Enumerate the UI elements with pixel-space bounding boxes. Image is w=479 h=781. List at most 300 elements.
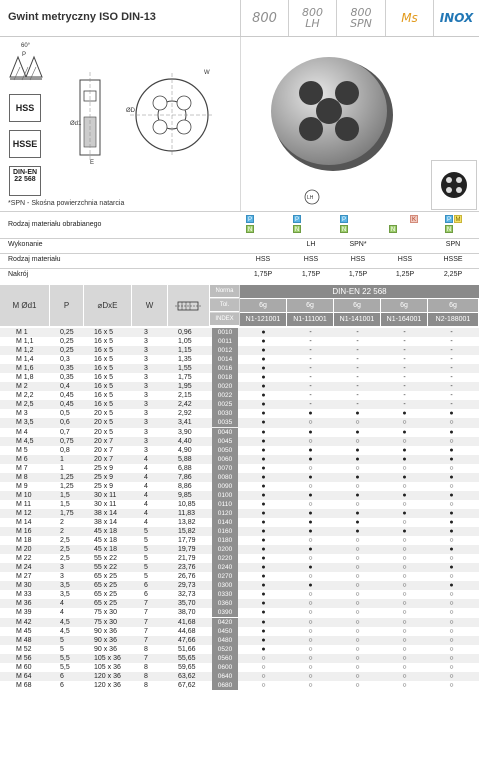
dimensions-cell: 30 x 11 [94, 491, 117, 499]
table-row [0, 446, 479, 455]
availability-cell: ● [449, 455, 454, 463]
availability-cell: ● [449, 518, 454, 526]
nakroj-value: 2,25P [443, 271, 463, 278]
drill-size-cell: 2,15 [178, 392, 192, 400]
availability-cell: ○ [402, 681, 407, 689]
badge-hss: HSS [9, 94, 41, 122]
index-suffix-cell: 0030 [212, 409, 238, 418]
pitch-cell: 3 [60, 564, 64, 572]
availability-cell: - [450, 401, 453, 409]
col-header-ms: Ms [386, 0, 434, 36]
table-row [0, 346, 479, 355]
table-row [0, 328, 479, 337]
thread-size-cell: M 1,1 [16, 338, 34, 346]
availability-cell: ○ [308, 500, 313, 508]
pitch-cell: 0,8 [60, 446, 70, 454]
availability-cell: ○ [308, 419, 313, 427]
availability-cell: ○ [261, 654, 266, 662]
availability-cell: ● [261, 555, 266, 563]
table-row [0, 355, 479, 364]
width-cell: 3 [144, 329, 148, 336]
availability-cell: ● [261, 491, 266, 499]
thread-size-cell: M 60 [16, 663, 32, 671]
wykonanie-row [0, 238, 479, 250]
availability-cell: ○ [402, 500, 407, 508]
pitch-cell: 1 [60, 455, 64, 463]
drill-size-cell: 19,79 [178, 546, 196, 554]
availability-cell: ● [308, 528, 313, 536]
availability-cell: - [403, 383, 406, 391]
thread-size-cell: M 42 [16, 618, 32, 626]
availability-cell: ○ [449, 672, 454, 680]
dimensions-cell: 90 x 36 [94, 627, 117, 635]
pitch-cell: 1,5 [60, 491, 70, 499]
availability-cell: ○ [449, 573, 454, 581]
availability-cell: ● [261, 374, 266, 382]
availability-cell: ○ [402, 627, 407, 635]
pitch-cell: 0,6 [60, 419, 70, 427]
availability-cell: ○ [355, 645, 360, 653]
availability-cell: ● [355, 428, 360, 436]
availability-cell: ● [308, 518, 313, 526]
drill-size-cell: 13,82 [178, 518, 196, 526]
nakroj-label: Nakrój [8, 271, 29, 278]
thread-size-cell: M 3,5 [16, 419, 34, 427]
pitch-cell: 5 [60, 636, 64, 644]
width-cell: 5 [144, 564, 148, 572]
availability-cell: ○ [261, 663, 266, 671]
width-cell: 3 [144, 419, 148, 427]
index-value: N1-164001 [381, 312, 428, 326]
thread-size-cell: M 68 [16, 681, 32, 689]
table-row [0, 608, 479, 617]
thread-size-cell: M 56 [16, 654, 32, 662]
rodzaj-value: HSS [397, 256, 413, 263]
drill-size-cell: 51,66 [178, 645, 196, 653]
material-label: Rodzaj materiału obrabianego [8, 221, 102, 228]
availability-cell: ○ [402, 636, 407, 644]
index-value: N1-111001 [287, 312, 334, 326]
pitch-cell: 5,5 [60, 654, 70, 662]
pitch-cell: 0,45 [60, 401, 74, 409]
availability-cell: ○ [355, 627, 360, 635]
availability-cell: ○ [355, 419, 360, 427]
index-suffix-cell: 0120 [212, 509, 238, 518]
dimensions-cell: 20 x 7 [94, 446, 114, 454]
material-n-icon: N [390, 227, 396, 233]
thread-size-cell: M 16 [16, 528, 32, 536]
availability-cell: ● [261, 482, 266, 490]
availability-cell: ○ [449, 437, 454, 445]
material-p-icon: P [341, 217, 346, 223]
width-cell: 3 [144, 437, 148, 445]
availability-cell: - [309, 347, 312, 355]
thread-size-cell: M 2,2 [16, 392, 34, 400]
availability-cell: ○ [355, 609, 360, 617]
index-suffix-cell: 0090 [212, 482, 238, 491]
badge-din-en: DIN-EN 22 568 [9, 166, 41, 196]
width-cell: 5 [144, 537, 148, 545]
drill-size-cell: 0,96 [178, 329, 192, 336]
width-cell: 4 [144, 455, 148, 463]
availability-cell: ● [449, 410, 454, 418]
thread-size-cell: M 11 [16, 500, 32, 508]
availability-cell: ● [308, 446, 313, 454]
thread-size-cell: M 5 [16, 446, 28, 454]
thread-size-cell: M 36 [16, 600, 32, 608]
tol-value: 6g [240, 298, 287, 312]
pitch-cell: 4 [60, 600, 64, 608]
availability-cell: ○ [402, 672, 407, 680]
availability-cell: ● [355, 528, 360, 536]
pitch-cell: 4,5 [60, 627, 70, 635]
availability-cell: ● [261, 618, 266, 626]
dim-d1-label: Ød1 [70, 121, 82, 127]
index-suffix-cell: 0080 [212, 473, 238, 482]
dimensions-cell: 75 x 30 [94, 618, 117, 626]
thread-size-cell: M 14 [16, 518, 32, 526]
rodzaj-row [0, 253, 479, 265]
pitch-cell: 2,5 [60, 555, 70, 563]
pitch-cell: 2 [60, 518, 64, 526]
availability-cell: ● [261, 365, 266, 373]
table-row [0, 400, 479, 409]
availability-cell: ○ [308, 654, 313, 662]
material-n-icon: N [341, 227, 347, 233]
pitch-cell: 0,7 [60, 428, 70, 436]
availability-cell: - [309, 374, 312, 382]
width-cell: 7 [144, 636, 148, 644]
availability-cell: ● [449, 473, 454, 481]
dimensions-cell: 120 x 36 [94, 681, 121, 689]
availability-cell: ○ [308, 618, 313, 626]
table-row [0, 554, 479, 563]
dimensions-cell: 90 x 36 [94, 645, 117, 653]
lh-symbol: LH [307, 195, 314, 201]
col-header-800-lh: 800 LH [289, 0, 337, 36]
drill-size-cell: 29,73 [178, 582, 196, 590]
availability-cell: ○ [402, 564, 407, 572]
norma-value: DIN-EN 22 568 [240, 285, 479, 298]
index-suffix-cell: 0450 [212, 627, 238, 636]
availability-cell: ● [261, 455, 266, 463]
table-row [0, 545, 479, 554]
availability-cell: ● [261, 428, 266, 436]
drill-size-cell: 6,88 [178, 464, 192, 472]
width-cell: 3 [144, 347, 148, 355]
availability-cell: ○ [449, 537, 454, 545]
dimensions-cell: 16 x 5 [94, 392, 114, 400]
index-suffix-cell: 0035 [212, 418, 238, 427]
availability-cell: - [356, 338, 359, 346]
dimensions-cell: 16 x 5 [94, 338, 114, 346]
index-suffix-cell: 0680 [212, 681, 238, 690]
width-cell: 3 [144, 401, 148, 409]
material-k-icon: K [411, 217, 416, 223]
table-row [0, 455, 479, 464]
availability-cell: ○ [449, 618, 454, 626]
width-cell: 3 [144, 338, 148, 346]
availability-cell: ○ [449, 600, 454, 608]
availability-cell: ○ [308, 555, 313, 563]
width-cell: 3 [144, 383, 148, 391]
width-cell: 5 [144, 546, 148, 554]
material-p-icon: P [247, 217, 252, 223]
availability-cell: ● [355, 446, 360, 454]
rodzaj-value: HSSE [443, 256, 463, 263]
availability-cell: ○ [449, 636, 454, 644]
availability-cell: ● [402, 528, 407, 536]
table-row [0, 581, 479, 590]
table-row [0, 645, 479, 654]
availability-cell: ● [261, 636, 266, 644]
thread-size-cell: M 48 [16, 636, 32, 644]
availability-cell: ● [449, 491, 454, 499]
index-suffix-cell: 0600 [212, 663, 238, 672]
thread-size-cell: M 64 [16, 672, 32, 680]
availability-cell: ○ [449, 591, 454, 599]
availability-cell: ○ [355, 663, 360, 671]
tol-value: 6g [287, 298, 334, 312]
tol-label: Tol. [210, 299, 239, 312]
width-cell: 5 [144, 528, 148, 536]
dimensions-cell: 16 x 5 [94, 329, 114, 336]
index-suffix-cell: 0010 [212, 328, 238, 337]
width-cell: 3 [144, 410, 148, 418]
pitch-cell: 1,5 [60, 500, 70, 508]
index-suffix-cell: 0018 [212, 373, 238, 382]
dim-w-label: W [204, 70, 210, 76]
drill-size-cell: 1,55 [178, 365, 192, 373]
rodzaj-value: HSS [255, 256, 271, 263]
availability-cell: ○ [308, 645, 313, 653]
width-cell: 3 [144, 392, 148, 400]
availability-cell: ○ [355, 564, 360, 572]
material-n-icon: N [446, 227, 452, 233]
drill-size-cell: 1,95 [178, 383, 192, 391]
availability-cell: ○ [449, 464, 454, 472]
availability-cell: - [356, 365, 359, 373]
index-suffix-cell: 0330 [212, 590, 238, 599]
table-row [0, 672, 479, 681]
dimensions-cell: 38 x 14 [94, 518, 117, 526]
width-cell: 8 [144, 681, 148, 689]
dimensions-cell: 16 x 5 [94, 374, 114, 382]
page-header [0, 0, 479, 37]
availability-cell: ○ [308, 681, 313, 689]
dimensions-cell: 25 x 9 [94, 482, 114, 490]
availability-cell: - [309, 356, 312, 364]
width-cell: 6 [144, 582, 148, 590]
material-n-icon: N [294, 227, 300, 233]
table-row [0, 627, 479, 636]
drill-size-cell: 38,70 [178, 609, 196, 617]
p-label: P [22, 52, 27, 58]
availability-cell: ○ [355, 681, 360, 689]
availability-cell: ● [355, 509, 360, 517]
width-cell: 4 [144, 509, 148, 517]
availability-cell: ● [402, 509, 407, 517]
table-row [0, 518, 479, 527]
availability-cell: - [356, 392, 359, 400]
availability-cell: - [356, 347, 359, 355]
nakroj-value: 1,25P [395, 271, 415, 278]
availability-cell: ● [308, 473, 313, 481]
availability-cell: ○ [402, 419, 407, 427]
col-header-800-spn: 800 SPN [337, 0, 386, 36]
drill-icon [174, 299, 204, 313]
dimensions-cell: 55 x 22 [94, 555, 117, 563]
availability-cell: - [403, 392, 406, 400]
dimensions-cell: 65 x 25 [94, 591, 117, 599]
drill-size-cell: 32,73 [178, 591, 196, 599]
drill-size-cell: 44,68 [178, 627, 196, 635]
pitch-cell: 0,45 [60, 392, 74, 400]
index-suffix-cell: 0560 [212, 654, 238, 663]
pitch-cell: 0,3 [60, 356, 70, 364]
availability-cell: ○ [402, 573, 407, 581]
dimensions-cell: 65 x 25 [94, 600, 117, 608]
width-cell: 8 [144, 672, 148, 680]
availability-cell: ○ [261, 672, 266, 680]
availability-cell: - [356, 383, 359, 391]
availability-cell: ○ [308, 482, 313, 490]
availability-cell: ○ [402, 609, 407, 617]
availability-cell: ○ [402, 600, 407, 608]
dimensions-cell: 16 x 5 [94, 365, 114, 373]
availability-cell: ○ [355, 636, 360, 644]
width-cell: 4 [144, 518, 148, 526]
availability-cell: - [450, 365, 453, 373]
pitch-cell: 0,25 [60, 347, 74, 355]
availability-cell: - [450, 383, 453, 391]
drill-size-cell: 1,05 [178, 338, 192, 346]
pitch-cell: 0,35 [60, 374, 74, 382]
material-n-icon: N [247, 227, 253, 233]
availability-cell: ○ [402, 618, 407, 626]
pitch-cell: 1,75 [60, 509, 74, 517]
table-row [0, 599, 479, 608]
col-w-header: W [132, 285, 168, 326]
availability-cell: - [403, 374, 406, 382]
index-suffix-cell: 0050 [212, 446, 238, 455]
pitch-cell: 0,4 [60, 383, 70, 391]
dimensions-cell: 65 x 25 [94, 582, 117, 590]
availability-cell: ● [449, 446, 454, 454]
dimensions-cell: 105 x 36 [94, 663, 121, 671]
availability-cell: ○ [402, 645, 407, 653]
drill-size-cell: 59,65 [178, 663, 196, 671]
index-suffix-cell: 0180 [212, 536, 238, 545]
availability-cell: ● [261, 338, 266, 346]
wykonanie-value: LH [306, 241, 316, 248]
availability-cell: ○ [355, 546, 360, 554]
drill-size-cell: 63,62 [178, 672, 196, 680]
availability-cell: ● [261, 609, 266, 617]
availability-cell: ○ [308, 537, 313, 545]
width-cell: 4 [144, 473, 148, 481]
dim-d-label: ØD [126, 108, 135, 114]
availability-cell: - [450, 392, 453, 400]
table-row [0, 418, 479, 427]
availability-cell: - [309, 338, 312, 346]
drill-size-cell: 17,79 [178, 537, 196, 545]
thread-size-cell: M 22 [16, 555, 32, 563]
availability-cell: ○ [355, 600, 360, 608]
index-suffix-cell: 0200 [212, 545, 238, 554]
availability-cell: ● [308, 491, 313, 499]
dimensions-cell: 20 x 5 [94, 410, 114, 418]
table-row [0, 563, 479, 572]
wykonanie-value: SPN [445, 241, 461, 248]
availability-cell: ● [355, 410, 360, 418]
availability-cell: ● [261, 528, 266, 536]
availability-cell: ○ [308, 636, 313, 644]
pitch-cell: 1 [60, 464, 64, 472]
availability-cell: ● [261, 518, 266, 526]
drill-size-cell: 23,76 [178, 564, 196, 572]
tol-value: 6g [334, 298, 381, 312]
availability-cell: - [403, 365, 406, 373]
drill-size-cell: 1,75 [178, 374, 192, 382]
index-suffix-cell: 0011 [212, 337, 238, 346]
table-row [0, 382, 479, 391]
col-dxe-header: ⌀DxE [84, 285, 132, 326]
drill-size-cell: 3,41 [178, 419, 192, 427]
index-suffix-cell: 0140 [212, 518, 238, 527]
dimensions-cell: 75 x 30 [94, 609, 117, 617]
availability-cell: ● [261, 410, 266, 418]
pitch-cell: 0,35 [60, 365, 74, 373]
drill-size-cell: 9,85 [178, 491, 192, 499]
width-cell: 4 [144, 491, 148, 499]
thread-size-cell: M 3 [16, 410, 28, 418]
thread-size-cell: M 9 [16, 482, 28, 490]
table-row [0, 437, 479, 446]
badge-hsse: HSSE [9, 130, 41, 158]
thread-size-cell: M 20 [16, 546, 32, 554]
nakroj-value: 1,75P [253, 271, 273, 278]
thread-size-cell: M 27 [16, 573, 32, 581]
availability-cell: ○ [355, 555, 360, 563]
width-cell: 7 [144, 654, 148, 662]
availability-cell: ○ [355, 582, 360, 590]
drill-size-cell: 41,68 [178, 618, 196, 626]
pitch-cell: 4 [60, 609, 64, 617]
width-cell: 3 [144, 365, 148, 373]
thread-size-cell: M 24 [16, 564, 32, 572]
dimensions-cell: 25 x 9 [94, 464, 114, 472]
availability-cell: ● [355, 455, 360, 463]
dimensions-cell: 65 x 25 [94, 573, 117, 581]
table-row [0, 500, 479, 509]
availability-cell: - [356, 374, 359, 382]
availability-cell: ○ [449, 645, 454, 653]
index-suffix-cell: 0220 [212, 554, 238, 563]
index-suffix-cell: 0270 [212, 572, 238, 581]
nakroj-value: 1,75P [348, 271, 368, 278]
availability-cell: ● [308, 582, 313, 590]
availability-cell: ○ [355, 654, 360, 662]
pitch-cell: 0,25 [60, 338, 74, 346]
width-cell: 4 [144, 482, 148, 490]
availability-cell: ● [449, 528, 454, 536]
index-suffix-cell: 0520 [212, 645, 238, 654]
availability-cell: ○ [449, 654, 454, 662]
availability-cell: ● [449, 546, 454, 554]
inox-die-image [432, 161, 476, 209]
availability-cell: - [356, 329, 359, 336]
